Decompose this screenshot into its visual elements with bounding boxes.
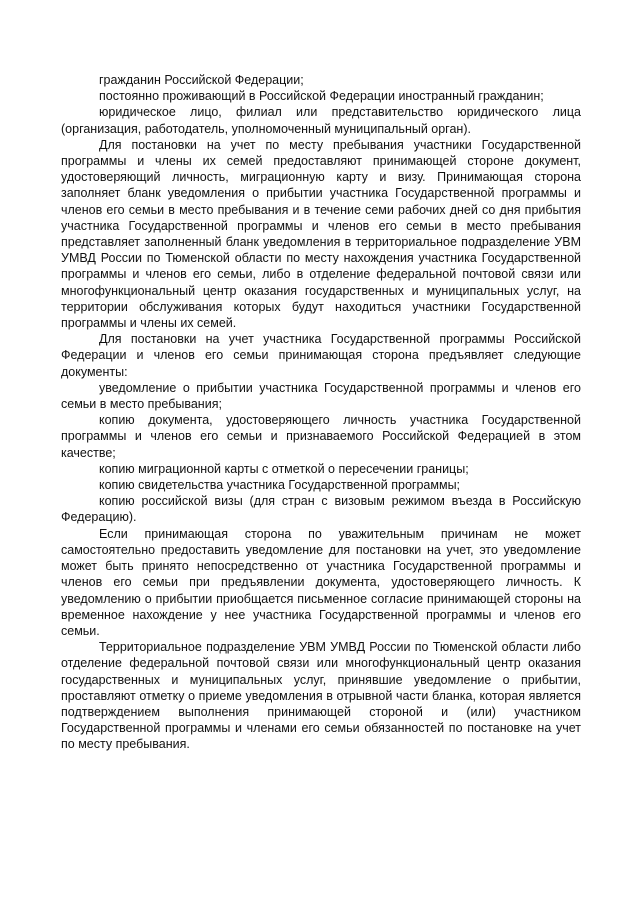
paragraph-required-documents-intro: Для постановки на учет участника Государственной программы Российской Федерации и членов его семьи принимающая сторона предъявляет следующие документы: — [61, 332, 581, 379]
paragraph-migration-card-copy: копию миграционной карты с отметкой о пересечении границы; — [99, 461, 469, 476]
paragraph-identity-copy: копию документа, удостоверяющего личность участника Государственной программы и членов его семьи и признаваемого Российской Федерацией в этом качестве; — [61, 413, 581, 460]
paragraph-notice-confirmation: Территориальное подразделение УВМ УМВД России по Тюменской области либо отделение федеральной почтовой связи или многофункциональный центр оказания государственных и муниципальных услуг, принявшие уведомление о прибытии, проставляют отметку о приеме уведомления в отрывной части бланка, которая является подтверждением выполнения принимающей стороной и (или) участником Государственной программы и членами его семьи обязанностей по постановке на учет по месту пребывания. — [61, 640, 581, 752]
paragraph-registration-procedure: Для постановки на учет по месту пребывания участники Государственной программы и члены их семей предоставляют принимающей стороне документ, удостоверяющий личность, миграционную карту и визу. Принимающая сторона заполняет бланк уведомления о прибытии участника Государственной программы и членов его семьи в место пребывания и в течение семи рабочих дней со дня прибытия участника Государственной программы и членов его семьи в место пребывания представляет заполненный бланк уведомления в территориальное подразделение УВМ УМВД России по Тюменской области по месту нахождения участника Государственной программы и членов его семьи, либо в отделение федеральной почтовой связи или многофункциональный центр оказания государственных и муниципальных услуг, на территории обслуживания которых будут находиться участники Государственной программы и члены их семей. — [61, 137, 581, 331]
paragraph-certificate-copy: копию свидетельства участника Государственной программы; — [99, 478, 461, 493]
paragraph-legal-entity: юридическое лицо, филиал или представительство юридического лица (организация, работодатель, уполномоченный муниципальный орган). — [61, 105, 581, 136]
paragraph-citizen: гражданин Российской Федерации; — [99, 73, 304, 87]
document-body — [61, 72, 581, 753]
paragraph-direct-submission: Если принимающая сторона по уважительным причинам не может самостоятельно предоставить уведомление для постановки на учет, это уведомление может быть принято непосредственно от участника Государственной программы и членов его семьи при предъявлении документа, удостоверяющего личность. К уведомлению о прибытии приобщается письменное согласие принимающей стороны на временное нахождение у нее участника Государственной программы и членов его семьи. — [61, 526, 581, 638]
paragraph-foreign-resident: постоянно проживающий в Российской Федерации иностранный гражданин; — [99, 89, 544, 104]
paragraph-visa-copy: копию российской визы (для стран с визовым режимом въезда в Российскую Федерацию). — [61, 494, 581, 525]
paragraph-arrival-notice: уведомление о прибытии участника Государственной программы и членов его семьи в место пребывания; — [61, 380, 581, 412]
